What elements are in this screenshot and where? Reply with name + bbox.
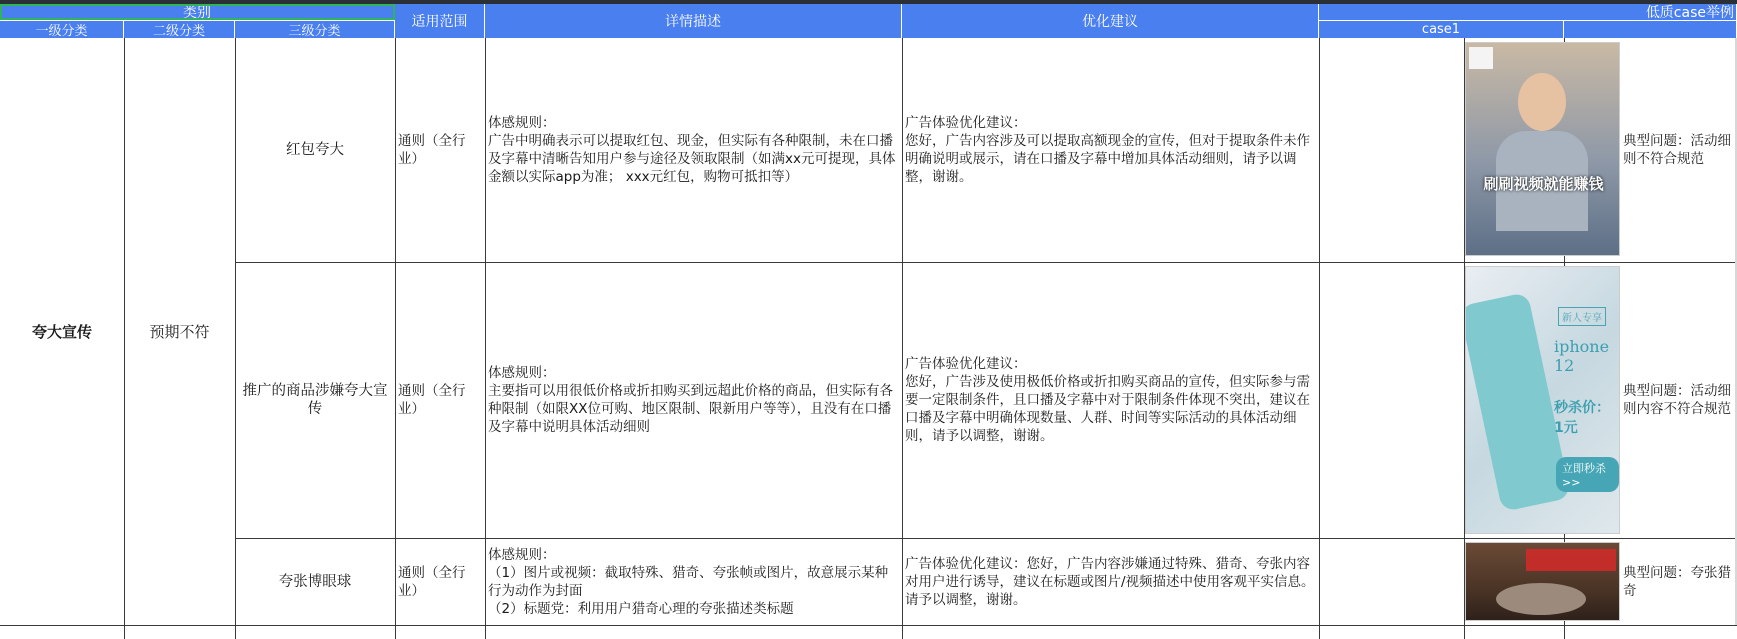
case-thumbnail[interactable] (1465, 42, 1620, 256)
header-scope[interactable]: 适用范围 (395, 4, 485, 38)
header-case1[interactable]: case1 (1319, 20, 1564, 38)
grid-line (0, 625, 1737, 626)
header-advice[interactable]: 优化建议 (902, 4, 1319, 38)
level3-cell[interactable]: 推广的商品涉嫌夸大宣传 (242, 383, 388, 417)
detail-cell[interactable]: 体感规则： （1）图片或视频：截取特殊、猎奇、夸张帧或图片，故意展示某种行为动作为封面 （2）标题党：利用用户猎奇心理的夸张描述类标题 (488, 546, 889, 617)
issue-cell[interactable]: 典型问题：活动细则不符合规范 (1623, 133, 1731, 167)
thumb-title: iphone 12 (1554, 337, 1610, 375)
header-level2[interactable]: 二级分类 (124, 20, 235, 38)
header-level3[interactable]: 三级分类 (235, 20, 395, 38)
advice-cell[interactable]: 广告体验优化建议： 您好，广告涉及使用极低价格或折扣购买商品的宣传，但实际参与需要一定限制条件，且口播及字幕中对于限制条件体现不突出，建议在口播及字幕中明确体现数量、人群、时间等实际活动的具体活动细则，请予以调整，谢谢。 (905, 356, 1310, 444)
thumb-label (1526, 549, 1616, 571)
thumb-badge (1469, 47, 1493, 69)
issue-cell[interactable]: 典型问题：活动细则内容不符合规范 (1623, 383, 1731, 417)
issue-cell[interactable]: 典型问题：夸张猎奇 (1623, 564, 1731, 599)
header-case2[interactable] (1564, 20, 1737, 38)
scope-cell[interactable]: 通则（全行业） (398, 564, 466, 599)
thumb-price: 秒杀价：1元 (1554, 400, 1610, 436)
level3-cell[interactable]: 夸张博眼球 (278, 573, 352, 590)
level3-cell[interactable]: 红包夸大 (286, 142, 344, 158)
level2-cell[interactable]: 预期不符 (149, 322, 210, 341)
detail-cell[interactable]: 体感规则： 广告中明确表示可以提取红包、现金，但实际有各种限制，未在口播及字幕中清晰告知用户参与途径及领取限制（如满xx元可提现，具体金额以实际app为准； xxx元红包，购物可抵扣等） (488, 115, 896, 185)
case-thumbnail[interactable] (1465, 266, 1620, 534)
header-level1[interactable]: 一级分类 (0, 20, 124, 38)
advice-cell[interactable]: 广告体验优化建议： 您好，广告内容涉及可以提取高额现金的宣传，但对于提取条件未作明确说明或展示，请在口播及字幕中增加具体活动细则，请予以调整，谢谢。 (905, 115, 1310, 185)
animal-shape (1496, 583, 1586, 615)
header-detail[interactable]: 详情描述 (485, 4, 902, 38)
grid-line (1319, 38, 1320, 639)
thumb-badge: 新人专享 (1558, 307, 1606, 326)
advice-cell[interactable]: 广告体验优化建议：您好，广告内容涉嫌通过特殊、猎奇、夸张内容对用户进行诱导，建议在标题或图片/视频描述中使用客观平实信息。请予以调整，谢谢。 (905, 555, 1315, 608)
thumb-caption: 刷刷视频就能赚钱 (1483, 175, 1604, 193)
header-category[interactable]: 类别 (0, 4, 395, 20)
thumb-button: 立即秒杀>> (1556, 457, 1619, 492)
case-thumbnail[interactable] (1465, 542, 1620, 621)
level1-cell[interactable]: 夸大宣传 (31, 322, 92, 341)
scope-cell[interactable]: 通则（全行业） (398, 383, 466, 417)
scope-cell[interactable]: 通则（全行业） (398, 133, 466, 167)
person-figure (1518, 73, 1566, 131)
detail-cell[interactable]: 体感规则： 主要指可以用很低价格或折扣购买到远超此价格的商品，但实际有各种限制（如限XX位可购、地区限制、限新用户等等），且没有在口播及字幕中说明具体活动细则 (488, 365, 893, 435)
header-lowcase[interactable]: 低质case举例 (1319, 4, 1737, 20)
